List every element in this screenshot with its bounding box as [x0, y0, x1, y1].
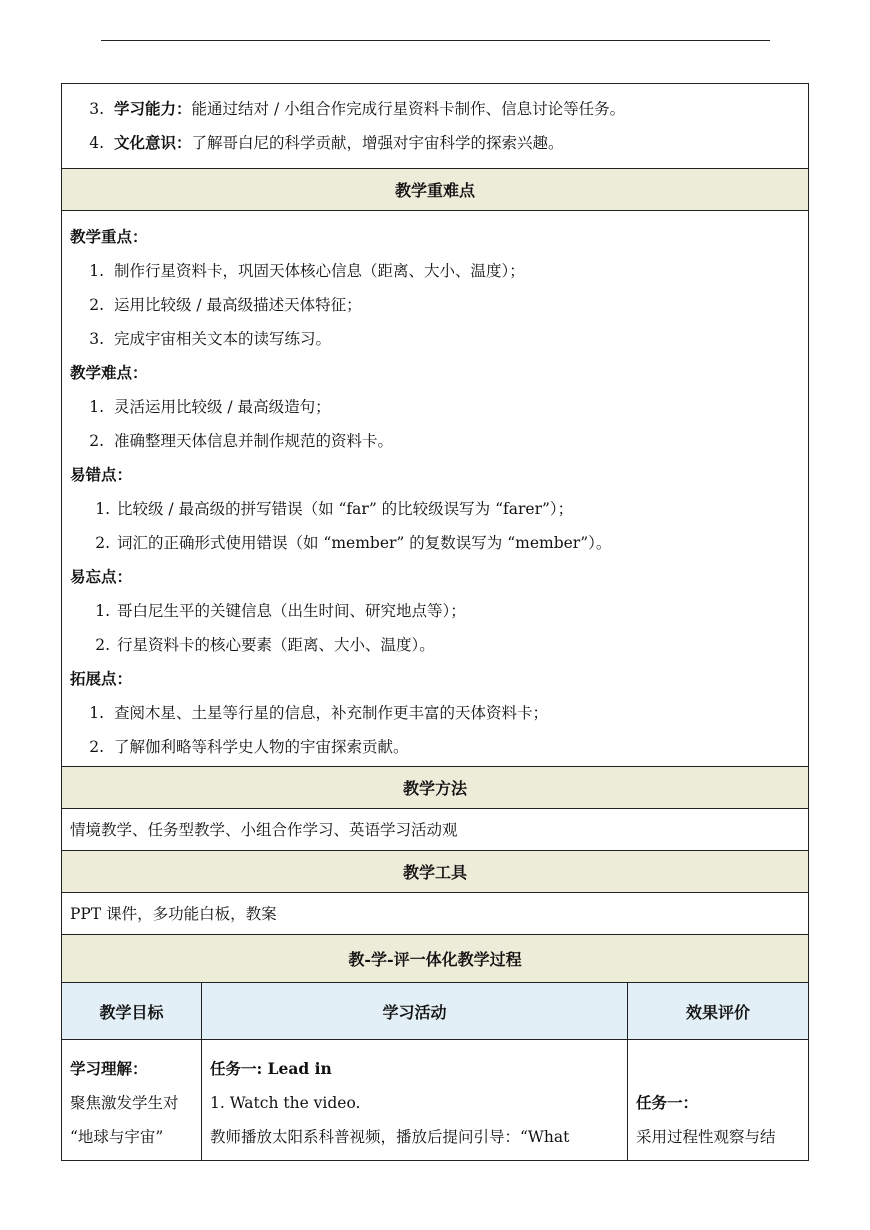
forget-point-item: 2. 行星资料卡的核心要素（距离、大小、温度）。 [95, 636, 435, 654]
objective-item: 3. 学习能力：能通过结对 / 小组合作完成行星资料卡制作、信息讨论等任务。 [89, 99, 626, 118]
methods-title: 教学方法 [62, 767, 808, 809]
error-points-heading: 易错点： [70, 465, 133, 484]
process-row [62, 1040, 808, 1160]
activity-line: 1. Watch the video. [210, 1094, 361, 1112]
extend-point-item: 1. 查阅木星、土星等行星的信息，补充制作更丰富的天体资料卡； [89, 704, 549, 722]
forget-point-item: 1. 哥白尼生平的关键信息（出生时间、研究地点等）； [95, 602, 466, 620]
task-heading: 任务一: Lead in [210, 1059, 332, 1078]
key-difficult-title: 教学重难点 [62, 169, 808, 211]
key-point-item: 3. 完成宇宙相关文本的读写练习。 [89, 330, 332, 348]
methods-text: 情境教学、任务型教学、小组合作学习、英语学习活动观 [62, 809, 808, 851]
process-header-row [62, 983, 808, 1040]
goal-cell [62, 1040, 202, 1160]
key-point-item: 2. 运用比较级 / 最高级描述天体特征； [89, 296, 362, 314]
col-activity-header: 学习活动 [202, 983, 628, 1039]
key-points-heading: 教学重点： [70, 227, 148, 246]
process-title: 教-学-评一体化教学过程 [62, 935, 808, 983]
extend-point-item: 2. 了解伽利略等科学史人物的宇宙探索贡献。 [89, 738, 409, 756]
difficult-point-item: 1. 灵活运用比较级 / 最高级造句； [89, 398, 331, 416]
error-point-item: 1. 比较级 / 最高级的拼写错误（如 “far” 的比较级误写为 “farer”）； [95, 500, 574, 518]
activity-cell [202, 1040, 628, 1160]
goal-heading: 学习理解： [70, 1059, 148, 1078]
col-eval-header: 效果评价 [628, 983, 808, 1039]
difficult-points-heading: 教学难点： [70, 363, 148, 382]
col-goal-header: 教学目标 [62, 983, 202, 1039]
eval-cell [628, 1040, 808, 1160]
goal-line: “地球与宇宙” [70, 1128, 164, 1146]
extend-points-heading: 拓展点： [70, 669, 133, 688]
tools-text: PPT 课件，多功能白板，教案 [62, 893, 808, 935]
header-rule [101, 40, 770, 41]
lesson-plan-table [61, 83, 809, 1161]
key-difficult-section [62, 211, 808, 767]
key-point-item: 1. 制作行星资料卡，巩固天体核心信息（距离、大小、温度）； [89, 262, 525, 280]
error-point-item: 2. 词汇的正确形式使用错误（如 “member” 的复数误写为 “member”）。 [95, 534, 612, 552]
eval-heading: 任务一： [636, 1093, 699, 1112]
activity-line: 教师播放太阳系科普视频，播放后提问引导：“What [210, 1128, 570, 1146]
goal-line: 聚焦激发学生对 [70, 1094, 179, 1112]
tools-title: 教学工具 [62, 851, 808, 893]
objectives-section [62, 84, 808, 169]
objective-item: 4. 文化意识：了解哥白尼的科学贡献，增强对宇宙科学的探索兴趣。 [89, 133, 564, 152]
eval-line: 采用过程性观察与结 [636, 1128, 776, 1146]
forget-points-heading: 易忘点： [70, 567, 133, 586]
difficult-point-item: 2. 准确整理天体信息并制作规范的资料卡。 [89, 432, 394, 450]
